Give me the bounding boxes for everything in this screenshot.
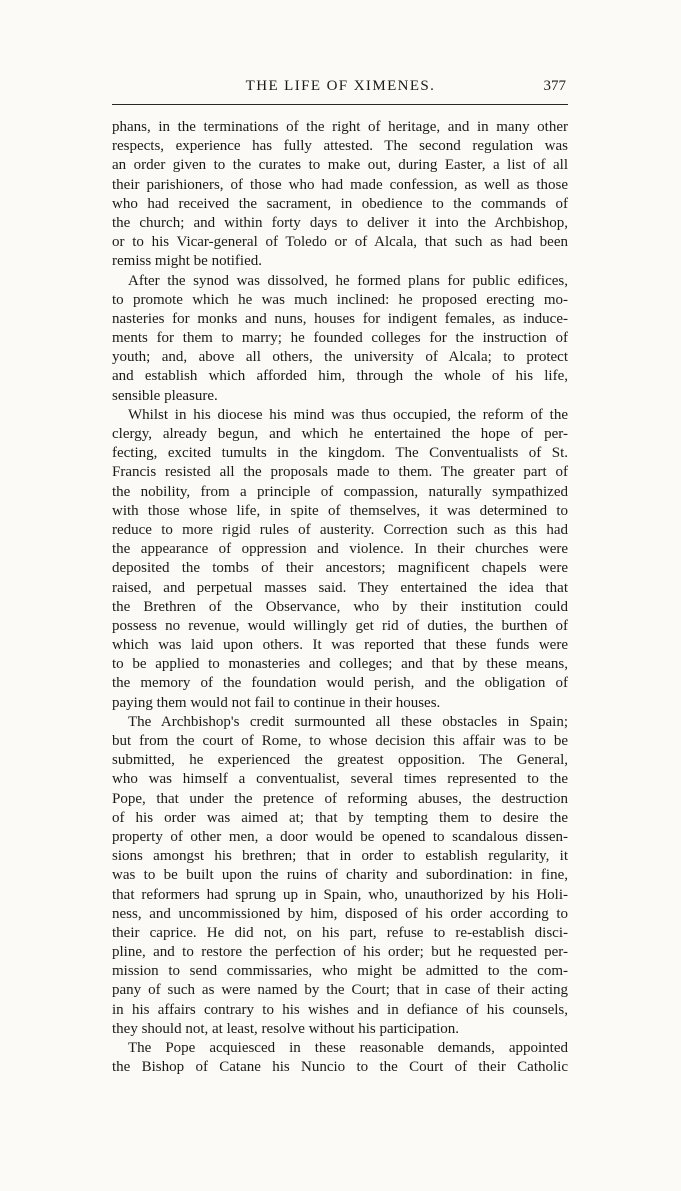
text-line: Francis resisted all the proposals made to them. The greater part of bbox=[112, 464, 568, 481]
text-line: The Archbishop's credit surmounted all these obstacles in Spain; bbox=[128, 713, 568, 730]
text-line: was to be built upon the ruins of charity and subordination: in fine, bbox=[112, 867, 568, 884]
text-line: that reformers had sprung up in Spain, who, unauthorized by his Holi- bbox=[112, 886, 568, 903]
text-line: they should not, at least, resolve without his participation. bbox=[112, 1020, 460, 1037]
page-title: THE LIFE OF XIMENES. bbox=[245, 78, 436, 94]
text-line: fecting, excited tumults in the kingdom. The Conventualists of St. bbox=[112, 445, 568, 462]
text-line: with those whose life, in spite of themselves, it was determined to bbox=[112, 502, 568, 519]
text-line: sensible pleasure. bbox=[112, 387, 218, 404]
text-line: property of other men, a door would be opened to scandalous dissen- bbox=[112, 828, 568, 845]
header-rule bbox=[112, 104, 568, 105]
text-line: Whilst in his diocese his mind was thus occupied, the reform of the bbox=[128, 406, 568, 423]
text-line: clergy, already begun, and which he entertained the hope of per- bbox=[112, 426, 568, 442]
text-line: the memory of the foundation would perish, and the obligation of bbox=[112, 675, 568, 692]
text-line: youth; and, above all others, the university of Alcala; to protect bbox=[112, 349, 568, 366]
text-line: and establish which afforded him, through the whole of his life, bbox=[112, 368, 568, 385]
text-line: pany of such as were named by the Court; that in case of their acting bbox=[112, 982, 568, 999]
text-line: of his order was aimed at; that by tempting them to desire the bbox=[112, 809, 568, 826]
text-line: or to his Vicar-general of Toledo or of Alcala, that such as had been bbox=[112, 234, 568, 251]
body-text bbox=[112, 118, 568, 1077]
text-line: which was laid upon others. It was reported that these funds were bbox=[112, 637, 568, 654]
text-line: possess no revenue, would willingly get rid of duties, the burthen of bbox=[112, 617, 568, 634]
text-line: the church; and within forty days to deliver it into the Archbishop, bbox=[112, 214, 568, 231]
text-line: ments for them to marry; he founded colleges for the instruction of bbox=[112, 330, 568, 347]
text-line: their parishioners, of those who had made confession, as well as those bbox=[112, 176, 568, 193]
page-number: 377 bbox=[543, 78, 566, 94]
text-line: their caprice. He did not, on his part, refuse to re-establish disci- bbox=[112, 924, 568, 941]
text-line: reduce to more rigid rules of austerity. Correction such as this had bbox=[112, 521, 568, 538]
text-line: an order given to the curates to make out, during Easter, a list of all bbox=[112, 157, 568, 174]
text-line: remiss might be notified. bbox=[112, 253, 262, 270]
text-line: to be applied to monasteries and colleges; and that by these means, bbox=[112, 656, 568, 673]
text-line: pline, and to restore the perfection of his order; but he requested per- bbox=[112, 944, 568, 961]
text-line: who had received the sacrament, in obedience to the commands of bbox=[112, 195, 568, 212]
text-line: The Pope acquiesced in these reasonable demands, appointed bbox=[128, 1040, 568, 1056]
text-line: nasteries for monks and nuns, houses for indigent females, as induce- bbox=[112, 310, 568, 327]
text-line: the Bishop of Catane his Nuncio to the Court of their Catholic bbox=[112, 1059, 568, 1076]
text-line: ness, and uncommissioned by him, disposed of his order according to bbox=[112, 905, 568, 922]
running-head bbox=[0, 78, 681, 100]
text-line: but from the court of Rome, to whose decision this affair was to be bbox=[112, 733, 568, 749]
text-line: in his affairs contrary to his wishes and in defiance of his counsels, bbox=[112, 1001, 568, 1018]
text-line: raised, and perpetual masses said. They entertained the idea that bbox=[112, 579, 568, 596]
text-line: submitted, he experienced the greatest opposition. The General, bbox=[112, 752, 568, 769]
text-line: paying them would not fail to continue in their houses. bbox=[112, 694, 441, 711]
text-line: deposited the tombs of their ancestors; magnificent chapels were bbox=[112, 560, 568, 577]
text-line: the nobility, from a principle of compassion, naturally sympathized bbox=[112, 483, 568, 500]
text-line: mission to send commissaries, who might be admitted to the com- bbox=[112, 963, 568, 980]
text-line: the Brethren of the Observance, who by their institution could bbox=[112, 598, 568, 615]
text-line: who was himself a conventualist, several times represented to the bbox=[112, 771, 568, 788]
text-line: the appearance of oppression and violence. In their churches were bbox=[112, 541, 568, 558]
text-line: sions amongst his brethren; that in order to establish regularity, it bbox=[112, 848, 568, 865]
text-line: After the synod was dissolved, he formed plans for public edifices, bbox=[128, 272, 568, 289]
text-line: to promote which he was much inclined: he proposed erecting mo- bbox=[112, 291, 568, 308]
text-line: phans, in the terminations of the right of heritage, and in many other bbox=[112, 119, 568, 135]
text-line: Pope, that under the pretence of reforming abuses, the destruction bbox=[112, 790, 568, 807]
text-line: respects, experience has fully attested. The second regulation was bbox=[112, 138, 568, 155]
